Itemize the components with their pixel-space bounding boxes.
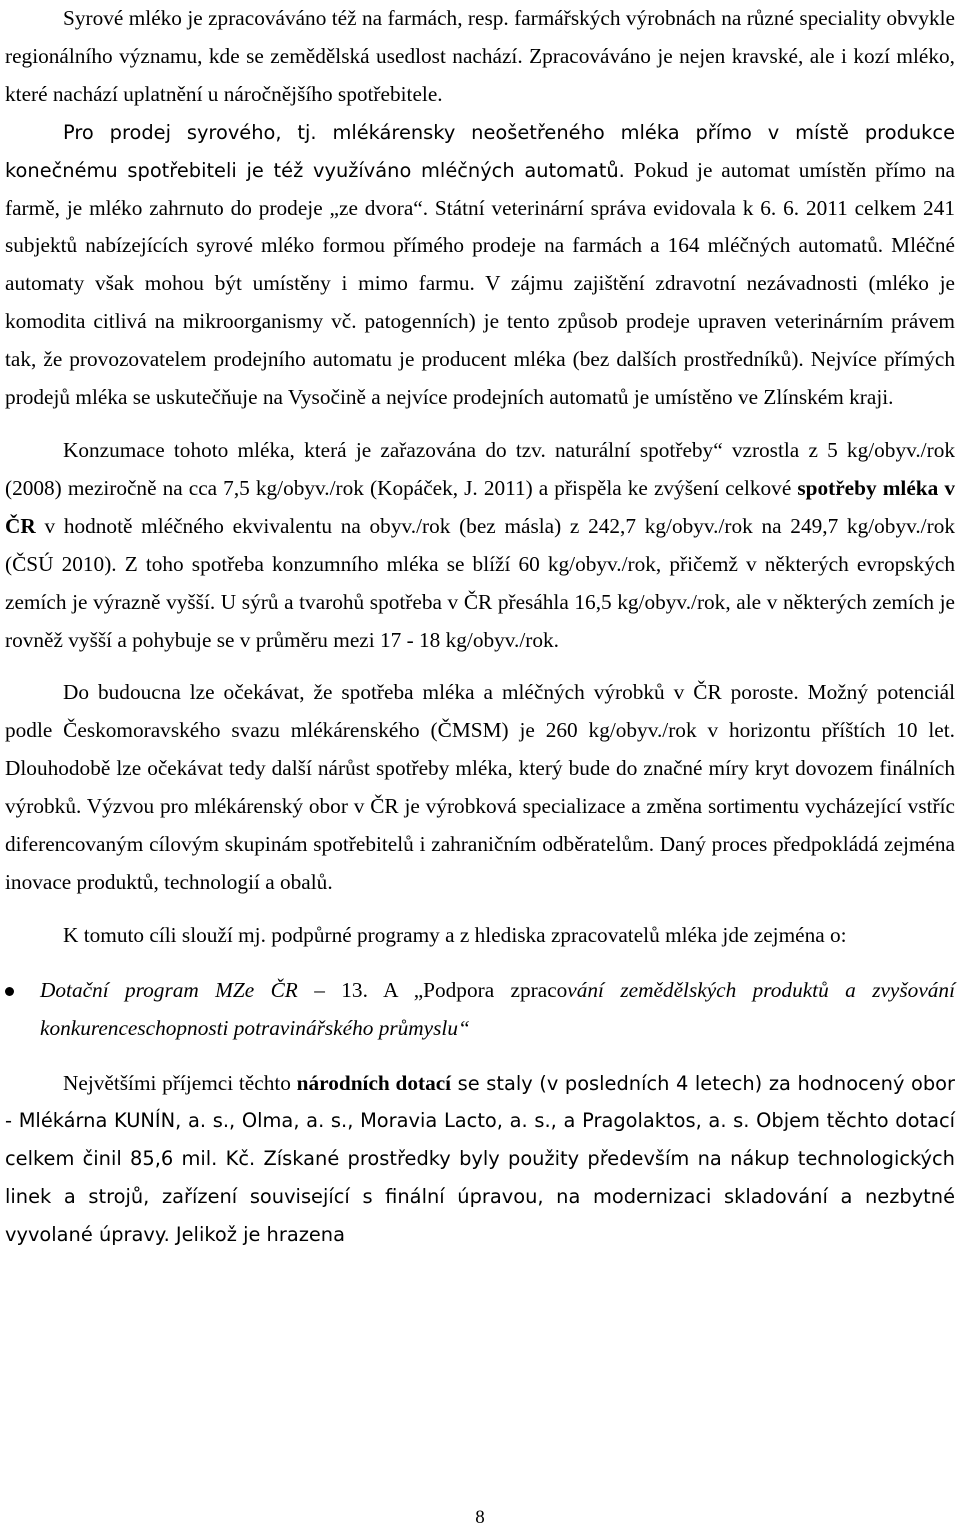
paragraph-text: Největšími příjemci těchto (63, 1070, 297, 1095)
paragraph-text: podpůrné programy a z hlediska zpracovatelů mléka jde zejména o: (265, 922, 847, 947)
emphasis-text: spotřeby mléka v ČR (5, 475, 956, 538)
paragraph-subsidy-recipients (5, 1065, 955, 1255)
paragraph-vending-machines (5, 114, 955, 417)
paragraph-text: Dlouhodobě lze očekávat tedy další nárůst spotřeby mléka, který bude do značné míry kryt dovozem finálních výrobků. Výzvou pro mlékárenský obor v ČR je výrobková specializace a změna sortimentu vycházející vstříc diferencovaným cílovým skupinám spotřebitelů i zahraničním odběratelům. Daný proces předpokládá zejména inovace produktů, technologií a obalů. (5, 756, 955, 894)
paragraph-support-programs (5, 917, 955, 955)
paragraph-text: Získané prostředky byly použity především na nákup technologických linek a strojů, zařízení související s finální úpravou, na modernizaci skladování a nezbytné vyvolané úpravy. Jelikož je hrazena (5, 1147, 955, 1247)
paragraph-text: Pokud je automat umístěn přímo na farmě, je mléko zahrnuto do prodeje „ze dvora“. Státní veterinární správa evidovala k 6. 6. 2011 celkem 241 subjektů nabízejících syrové mléko formou přímého prodeje na farmách a 164 mléčných automatů. Mléčné automaty však mohou být umístěny i mimo farmu. V zájmu zajištění zdravotní nezávadnosti (mléko je komodita citlivá na mikroorganismy vč. (5, 157, 955, 334)
bullet-text (40, 972, 955, 1048)
paragraph-future-outlook (5, 674, 955, 901)
paragraph-text: se staly (v posledních 4 letech) za hodnocený obor - Mlékárna KUNÍN, a. s., Olma, a. s., Moravia Lacto, a. s., a Pragolaktos, a. s. Objem těchto dotací celkem činil 85,6 mil. Kč. (5, 1071, 955, 1171)
emphasis-text: národních dotací (296, 1070, 452, 1095)
paragraph-text: Do budoucna lze očekávat, že spotřeba mléka a mléčných výrobků v ČR poroste. Možný potenciál podle Českomoravského svazu mlékárenského (ČMSM) je 260 kg/obyv./rok v horizontu příštích 10 let. (5, 680, 955, 743)
paragraph-text: Konzumace tohoto mléka, která je zařazována do tzv. naturální spotřeby“ vzrostla z 5 kg/obyv./rok (2008) meziročně na cca 7,5 kg/obyv./rok (Kopáček, J. 2011) a přispěla ke zvýšení celkové (5, 437, 955, 500)
document-page (5, 0, 955, 1254)
paragraph-text: Pro prodej syrového, tj. mlékárensky neošetřeného mléka přímo v místě produkce konečnému spotřebiteli je též využíváno mléčných automatů. (5, 120, 955, 182)
bullet-list-item (5, 972, 955, 1048)
paragraph-text: patogenních) je tento způsob prodeje upraven veterinárním právem tak, že provozovatelem prodejního automatu je producent mléka (bez dalších prostředníků). (5, 309, 955, 372)
paragraph-farm-processing (5, 0, 955, 114)
paragraph-text: Nejvíce přímých prodejů mléka se uskutečňuje na Vysočině a nejvíce prodejních automatů je umístěno ve Zlínském kraji. (5, 347, 955, 410)
bullet-icon (5, 987, 14, 996)
page-number: 8 (475, 1507, 485, 1528)
program-name: Dotační program MZe ČR (40, 977, 298, 1002)
program-code: – 13. A „Podpora zpraco (297, 977, 568, 1002)
paragraph-text: Syrové mléko je zpracováváno též na farmách, resp. farmářských výrobnách na různé speciality obvykle regionálního významu, kde se zemědělská usedlost nachází. Zpracováváno je nejen kravské, ale i kozí mléko, které nachází uplatnění u náročnějšího spotřebitele. (5, 6, 955, 106)
program-title: vání zemědělských produktů a zvyšování konkurenceschopnosti potravinářského průmyslu“ (40, 977, 955, 1040)
paragraph-text: K tomuto cíli slouží mj. (63, 922, 266, 947)
paragraph-text: v hodnotě mléčného ekvivalentu na obyv./rok (bez másla) z 242,7 kg/obyv./rok na 249,7 kg/obyv./rok (ČSÚ 2010). Z toho spotřeba konzumního mléka se blíží 60 kg/obyv./rok, přičemž v některých evropských zemích je výrazně vyšší. U sýrů a tvarohů spotřeba v ČR přesáhla 16,5 kg/obyv./rok, ale v některých zemích je rovněž vyšší a pohybuje se v průměru mezi 17 - 18 kg/obyv./rok. (5, 513, 955, 652)
paragraph-consumption (5, 432, 955, 659)
